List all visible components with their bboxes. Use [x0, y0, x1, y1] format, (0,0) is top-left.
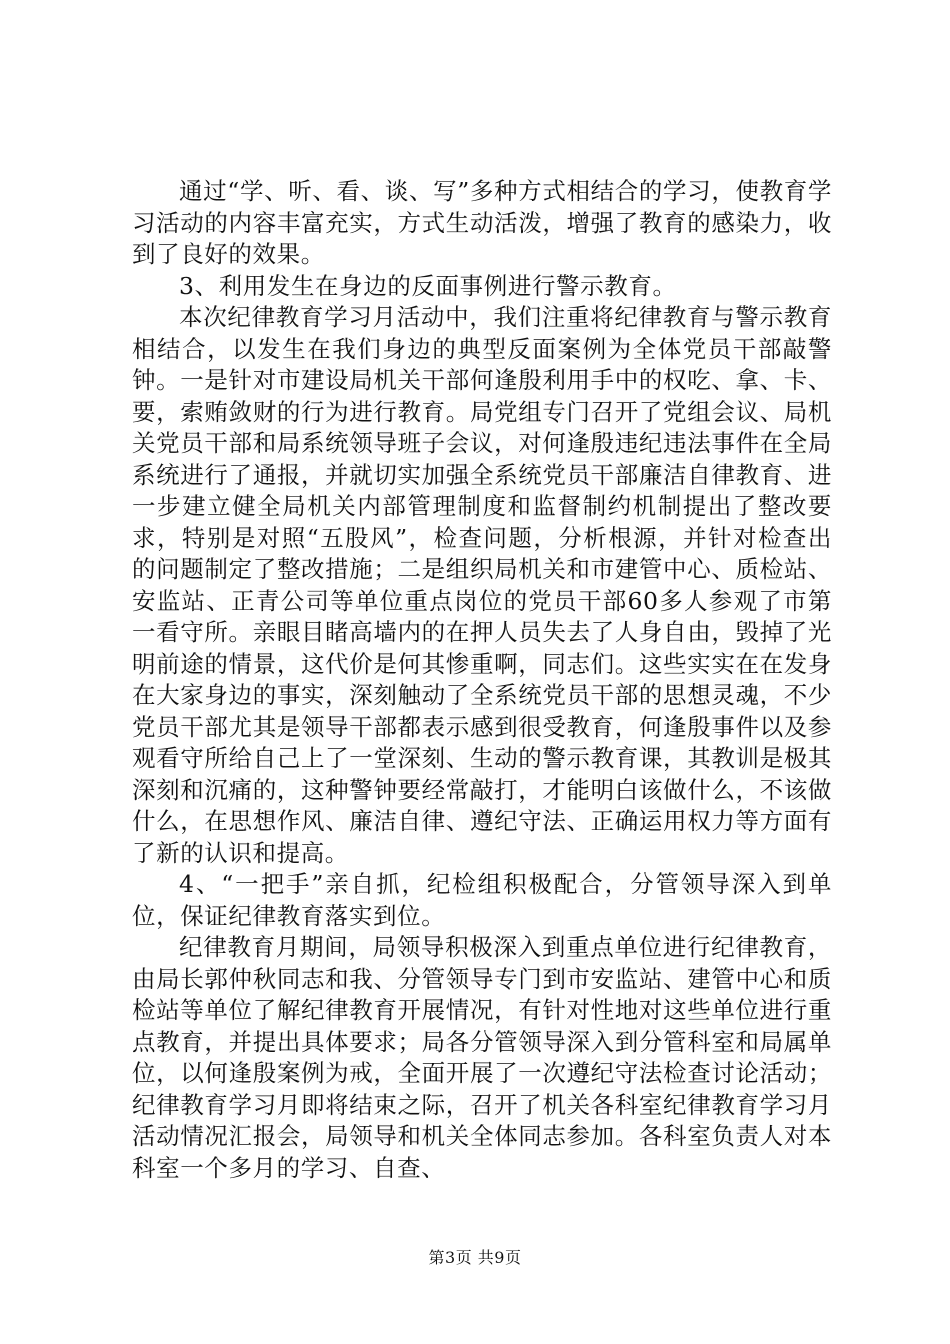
document-body [132, 176, 832, 1184]
paragraph-warning-education: 本次纪律教育学习月活动中，我们注重将纪律教育与警示教育相结合，以发生在我们身边的典型反面案例为全体党员干部敲警钟。一是针对市建设局机关干部何逢殷利用手中的权吃、拿、卡、要，索贿敛财的行为进行教育。局党组专门召开了党组会议、局机关党员干部和局系统领导班子会议，对何逢殷违纪违法事件在全局系统进行了通报，并就切实加强全系统党员干部廉洁自律教育、进一步建立健全局机关内部管理制度和监督制约机制提出了整改要求，特别是对照“五股风”，检查问题，分析根源，并针对检查出的问题制定了整改措施；二是组织局机关和市建管中心、质检站、安监站、正青公司等单位重点岗位的党员干部60多人参观了市第一看守所。亲眼目睹高墙内的在押人员失去了人身自由，毁掉了光明前途的情景，这代价是何其惨重啊，同志们。这些实实在在发身在大家身边的事实，深刻触动了全系统党员干部的思想灵魂，不少党员干部尤其是领导干部都表示感到很受教育，何逢殷事件以及参观看守所给自己上了一堂深刻、生动的警示教育课，其教训是极其深刻和沉痛的，这种警钟要经常敲打，才能明白该做什么，不该做什么，在思想作风、廉洁自律、遵纪守法、正确运用权力等方面有了新的认识和提高。 [132, 303, 832, 867]
paragraph-study-methods: 通过“学、听、看、谈、写”多种方式相结合的学习，使教育学习活动的内容丰富充实，方式生动活泼，增强了教育的感染力，收到了良好的效果。 [132, 177, 832, 268]
page-number-footer: 第3页 共9页 [428, 1248, 522, 1267]
paragraph-leadership: 纪律教育月期间，局领导积极深入到重点单位进行纪律教育，由局长郭仲秋同志和我、分管领导专门到市安监站、建管中心和质检站等单位了解纪律教育开展情况，有针对性地对这些单位进行重点教育，并提出具体要求；局各分管领导深入到分管科室和局属单位，以何逢殷案例为戒，全面开展了一次遵纪守法检查讨论活动；纪律教育学习月即将结束之际，召开了机关各科室纪律教育学习月活动情况汇报会，局领导和机关全体同志参加。各科室负责人对本科室一个多月的学习、自查、 [132, 933, 832, 1182]
section-heading-3: 3、利用发生在身边的反面事例进行警示教育。 [179, 271, 677, 300]
section-heading-4: 4、“一把手”亲自抓，纪检组积极配合，分管领导深入到单位，保证纪律教育落实到位。 [132, 870, 832, 930]
